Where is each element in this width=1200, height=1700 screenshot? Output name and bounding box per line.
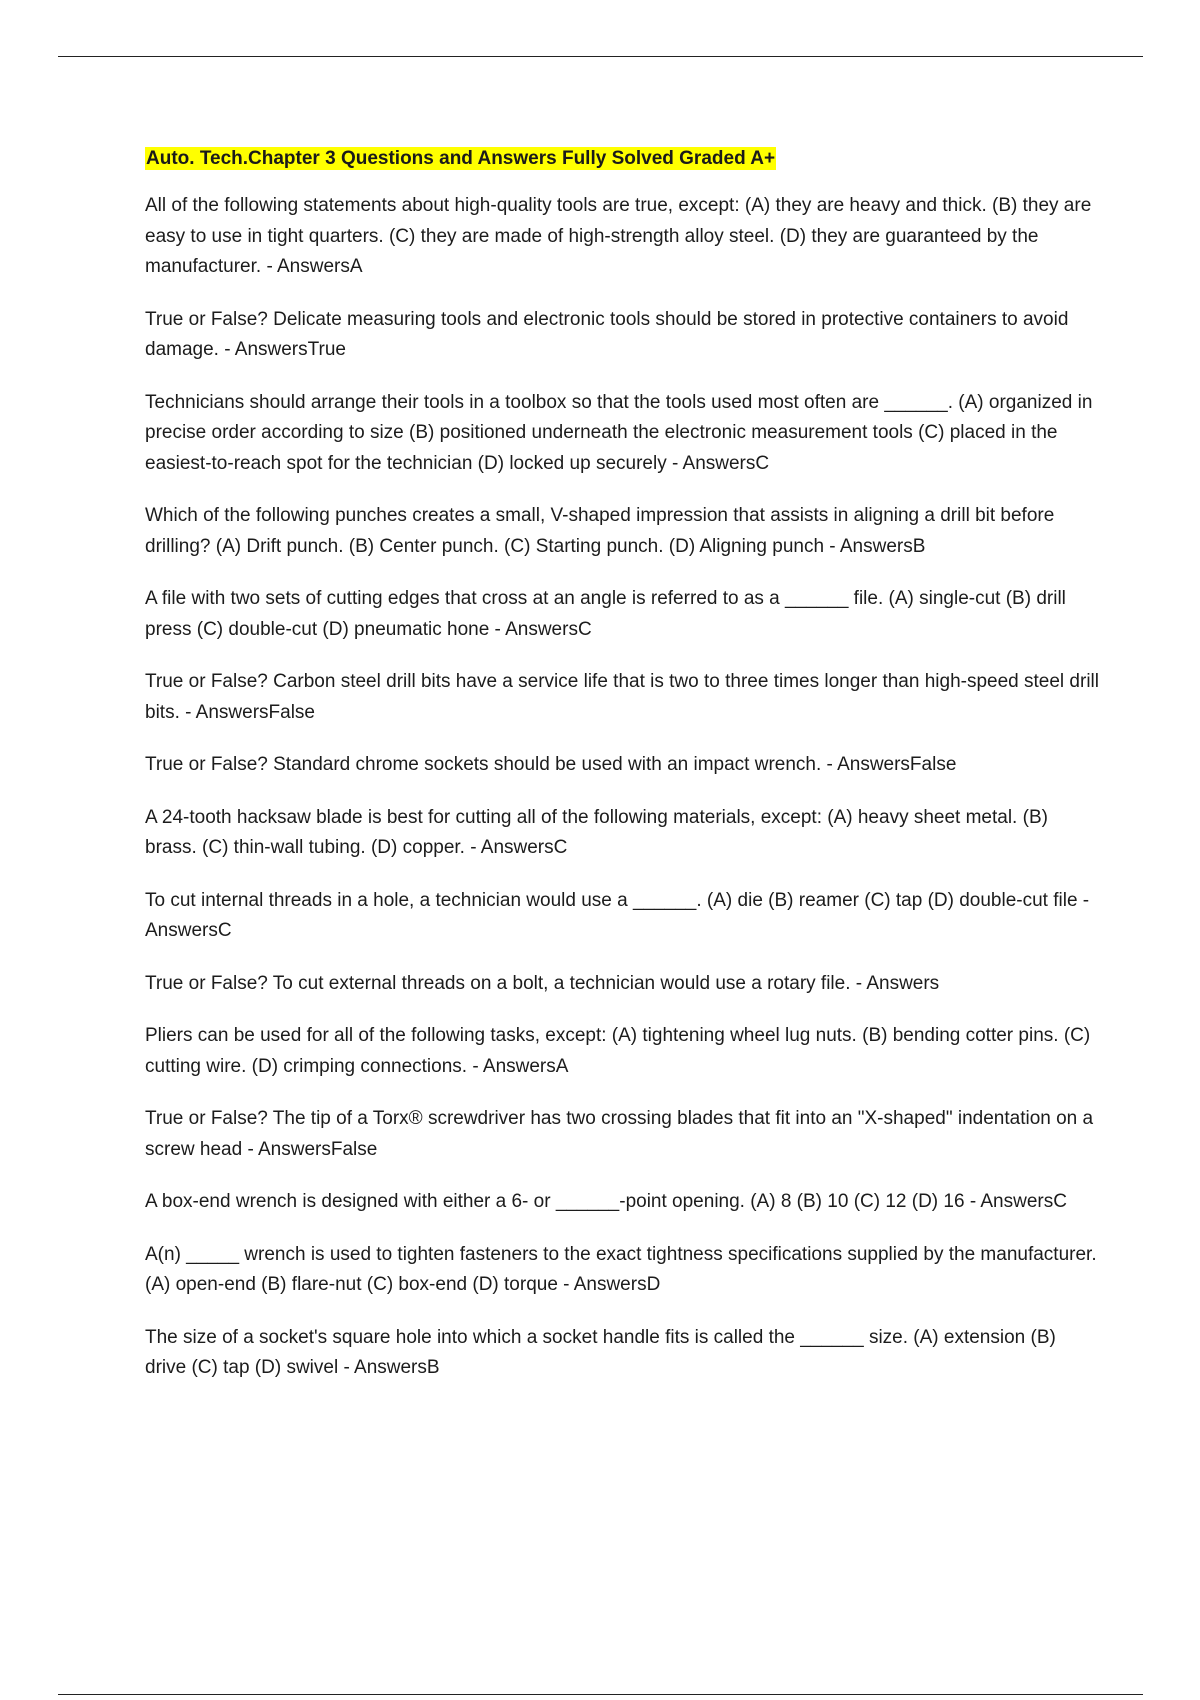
qa-item-12: True or False? The tip of a Torx® screwdriver has two crossing blades that fit into an "X-shaped" indentation on a screw head - AnswersFalse: [145, 1108, 1094, 1160]
qa-item-4: Which of the following punches creates a small, V-shaped impression that assists in aligning a drill bit before drilling? (A) Drift punch. (B) Center punch. (C) Starting punch. (D) Aligning punch - AnswersB: [145, 505, 1055, 557]
qa-item-9: To cut internal threads in a hole, a technician would use a ______. (A) die (B) reamer (C) tap (D) double-cut file - AnswersC: [145, 889, 1090, 941]
qa-item-5: A file with two sets of cutting edges that cross at an angle is referred to as a ______ file. (A) single-cut (B) drill press (C) double-cut (D) pneumatic hone - AnswersC: [145, 588, 1066, 640]
qa-item-6: True or False? Carbon steel drill bits have a service life that is two to three times longer than high-speed steel drill bits. - AnswersFalse: [145, 671, 1099, 723]
qa-item-3: Technicians should arrange their tools in a toolbox so that the tools used most often are ______. (A) organized in precise order according to size (B) positioned underneath the electronic measurement tools (C) placed in the easiest-to-reach spot for the technician (D) locked up securely - AnswersC: [145, 391, 1093, 474]
qa-item-13: A box-end wrench is designed with either a 6- or ______-point opening. (A) 8 (B) 10 (C) 12 (D) 16 - AnswersC: [145, 1191, 1067, 1212]
document-title: Auto. Tech.Chapter 3 Questions and Answers Fully Solved Graded A+: [146, 148, 776, 169]
title-block: [145, 144, 1100, 175]
footer-rule: [58, 1694, 1143, 1695]
qa-item-10: True or False? To cut external threads on a bolt, a technician would use a rotary file. - Answers: [145, 972, 940, 994]
qa-item-14: A(n) _____ wrench is used to tighten fasteners to the exact tightness specifications supplied by the manufacturer. (A) open-end (B) flare-nut (C) box-end (D) torque - AnswersD: [145, 1243, 1097, 1295]
header-rule: [58, 56, 1143, 57]
qa-item-8: A 24-tooth hacksaw blade is best for cutting all of the following materials, except: (A) heavy sheet metal. (B) brass. (C) thin-wall tubing. (D) copper. - AnswersC: [145, 806, 1048, 858]
qa-item-1: All of the following statements about high-quality tools are true, except: (A) they are heavy and thick. (B) they are easy to use in tight quarters. (C) they are made of high-strength alloy steel. (D) they are guaranteed by the manufacturer. - AnswersA: [145, 195, 1092, 277]
qa-item-11: Pliers can be used for all of the following tasks, except: (A) tightening wheel lug nuts. (B) bending cotter pins. (C) cutting wire. (D) crimping connections. - AnswersA: [145, 1025, 1091, 1077]
qa-item-7: True or False? Standard chrome sockets should be used with an impact wrench. - AnswersFalse: [145, 754, 957, 775]
qa-item-2: True or False? Delicate measuring tools and electronic tools should be stored in protective containers to avoid damage. - AnswersTrue: [145, 308, 1069, 360]
qa-item-15: The size of a socket's square hole into which a socket handle fits is called the ______ size. (A) extension (B) drive (C) tap (D) swivel - AnswersB: [145, 1326, 1056, 1378]
document-body: [145, 144, 1100, 1406]
